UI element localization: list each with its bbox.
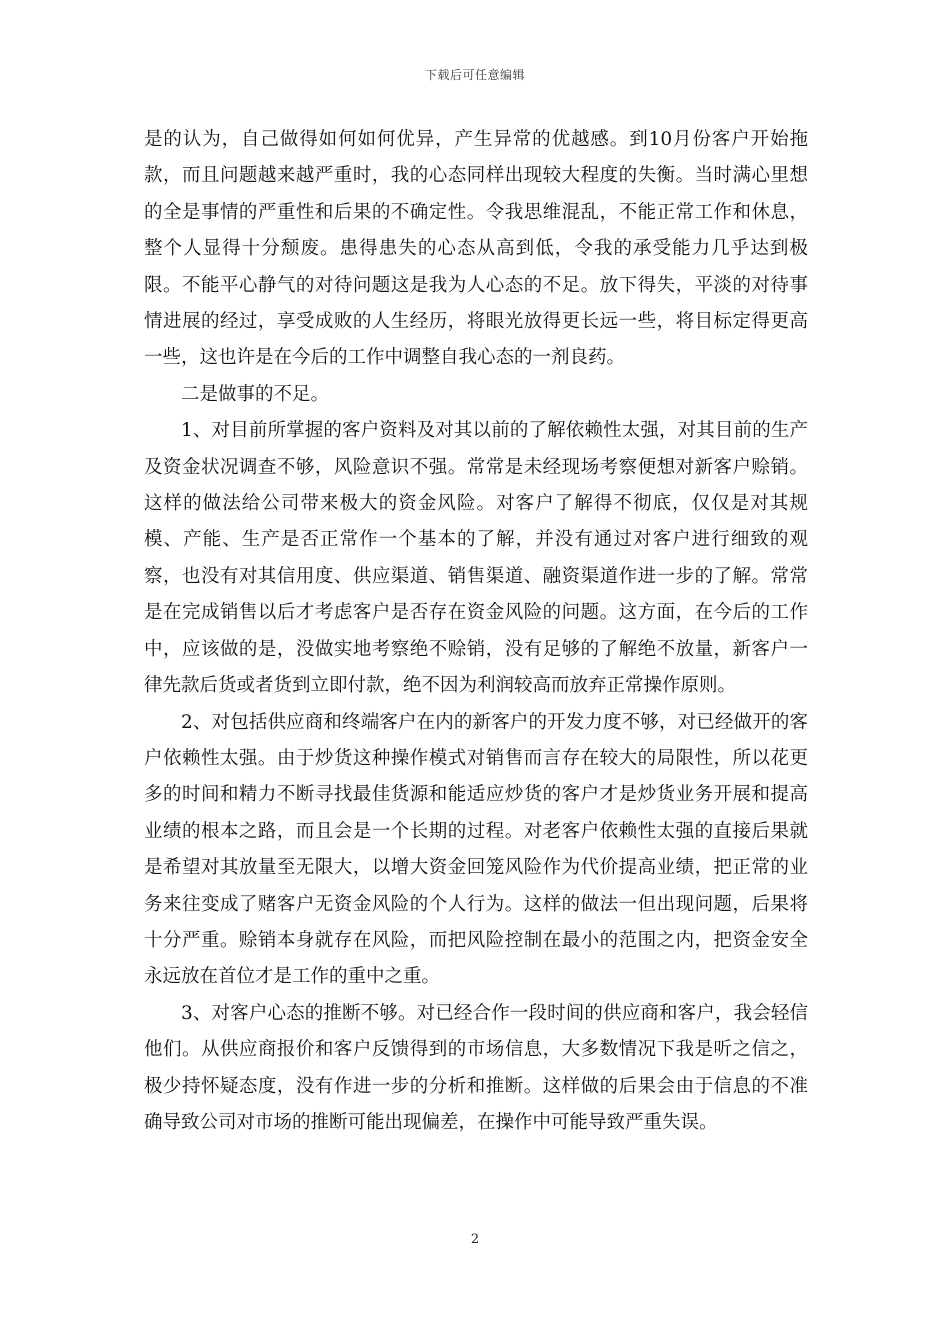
paragraph-continuation: 是的认为，自己做得如何如何优异，产生异常的优越感。到10月份客户开始拖款，而且问题越来越严重时，我的心态同样出现较大程度的失衡。当时满心里想的全是事情的严重性和后果的不确定性。令我思维混乱，不能正常工作和休息，整个人显得十分颓废。患得患失的心态从高到低，令我的承受能力几乎达到极限。不能平心静气的对待问题这是我为人心态的不足。放下得失，平淡的对待事情进展的经过，享受成败的人生经历，将眼光放得更长远一些，将目标定得更高一些，这也许是在今后的工作中调整自我心态的一剂良药。 bbox=[144, 129, 808, 369]
paragraph-item-3: 3、对客户心态的推断不够。对已经合作一段时间的供应商和客户，我会轻信他们。从供应商报价和客户反馈得到的市场信息，大多数情况下我是听之信之，极少持怀疑态度，没有作进一步的分析和推断。这样做的后果会由于信息的不准确导致公司对市场的推断可能出现偏差，在操作中可能导致严重失误。 bbox=[144, 1002, 808, 1133]
section-heading: 二是做事的不足。 bbox=[181, 383, 330, 405]
paragraph-item-1: 1、对目前所掌握的客户资料及对其以前的了解依赖性太强，对其目前的生产及资金状况调查不够，风险意识不强。常常是未经现场考察便想对新客户赊销。这样的做法给公司带来极大的资金风险。对客户了解得不彻底，仅仅是对其规模、产能、生产是否正常作一个基本的了解，并没有通过对客户进行细致的观察，也没有对其信用度、供应渠道、销售渠道、融资渠道作进一步的了解。常常是在完成销售以后才考虑客户是否存在资金风险的问题。这方面，在今后的工作中，应该做的是，没做实地考察绝不赊销，没有足够的了解绝不放量，新客户一律先款后货或者货到立即付款，绝不因为利润较高而放弃正常操作原则。 bbox=[144, 420, 808, 697]
page-number: 2 bbox=[470, 1232, 480, 1247]
page-header: 下载后可任意编辑 bbox=[424, 68, 525, 82]
paragraph-item-2: 2、对包括供应商和终端客户在内的新客户的开发力度不够，对已经做开的客户依赖性太强。由于炒货这种操作模式对销售而言存在较大的局限性，所以花更多的时间和精力不断寻找最佳货源和能适应炒货的客户才是炒货业务开展和提高业绩的根本之路，而且会是一个长期的过程。对老客户依赖性太强的直接后果就是希望对其放量至无限大，以增大资金回笼风险作为代价提高业绩，把正常的业务来往变成了赌客户无资金风险的个人行为。这样的做法一但出现问题，后果将十分严重。赊销本身就存在风险，而把风险控制在最小的范围之内，把资金安全永远放在首位才是工作的重中之重。 bbox=[144, 711, 808, 988]
document-body bbox=[144, 122, 808, 1141]
